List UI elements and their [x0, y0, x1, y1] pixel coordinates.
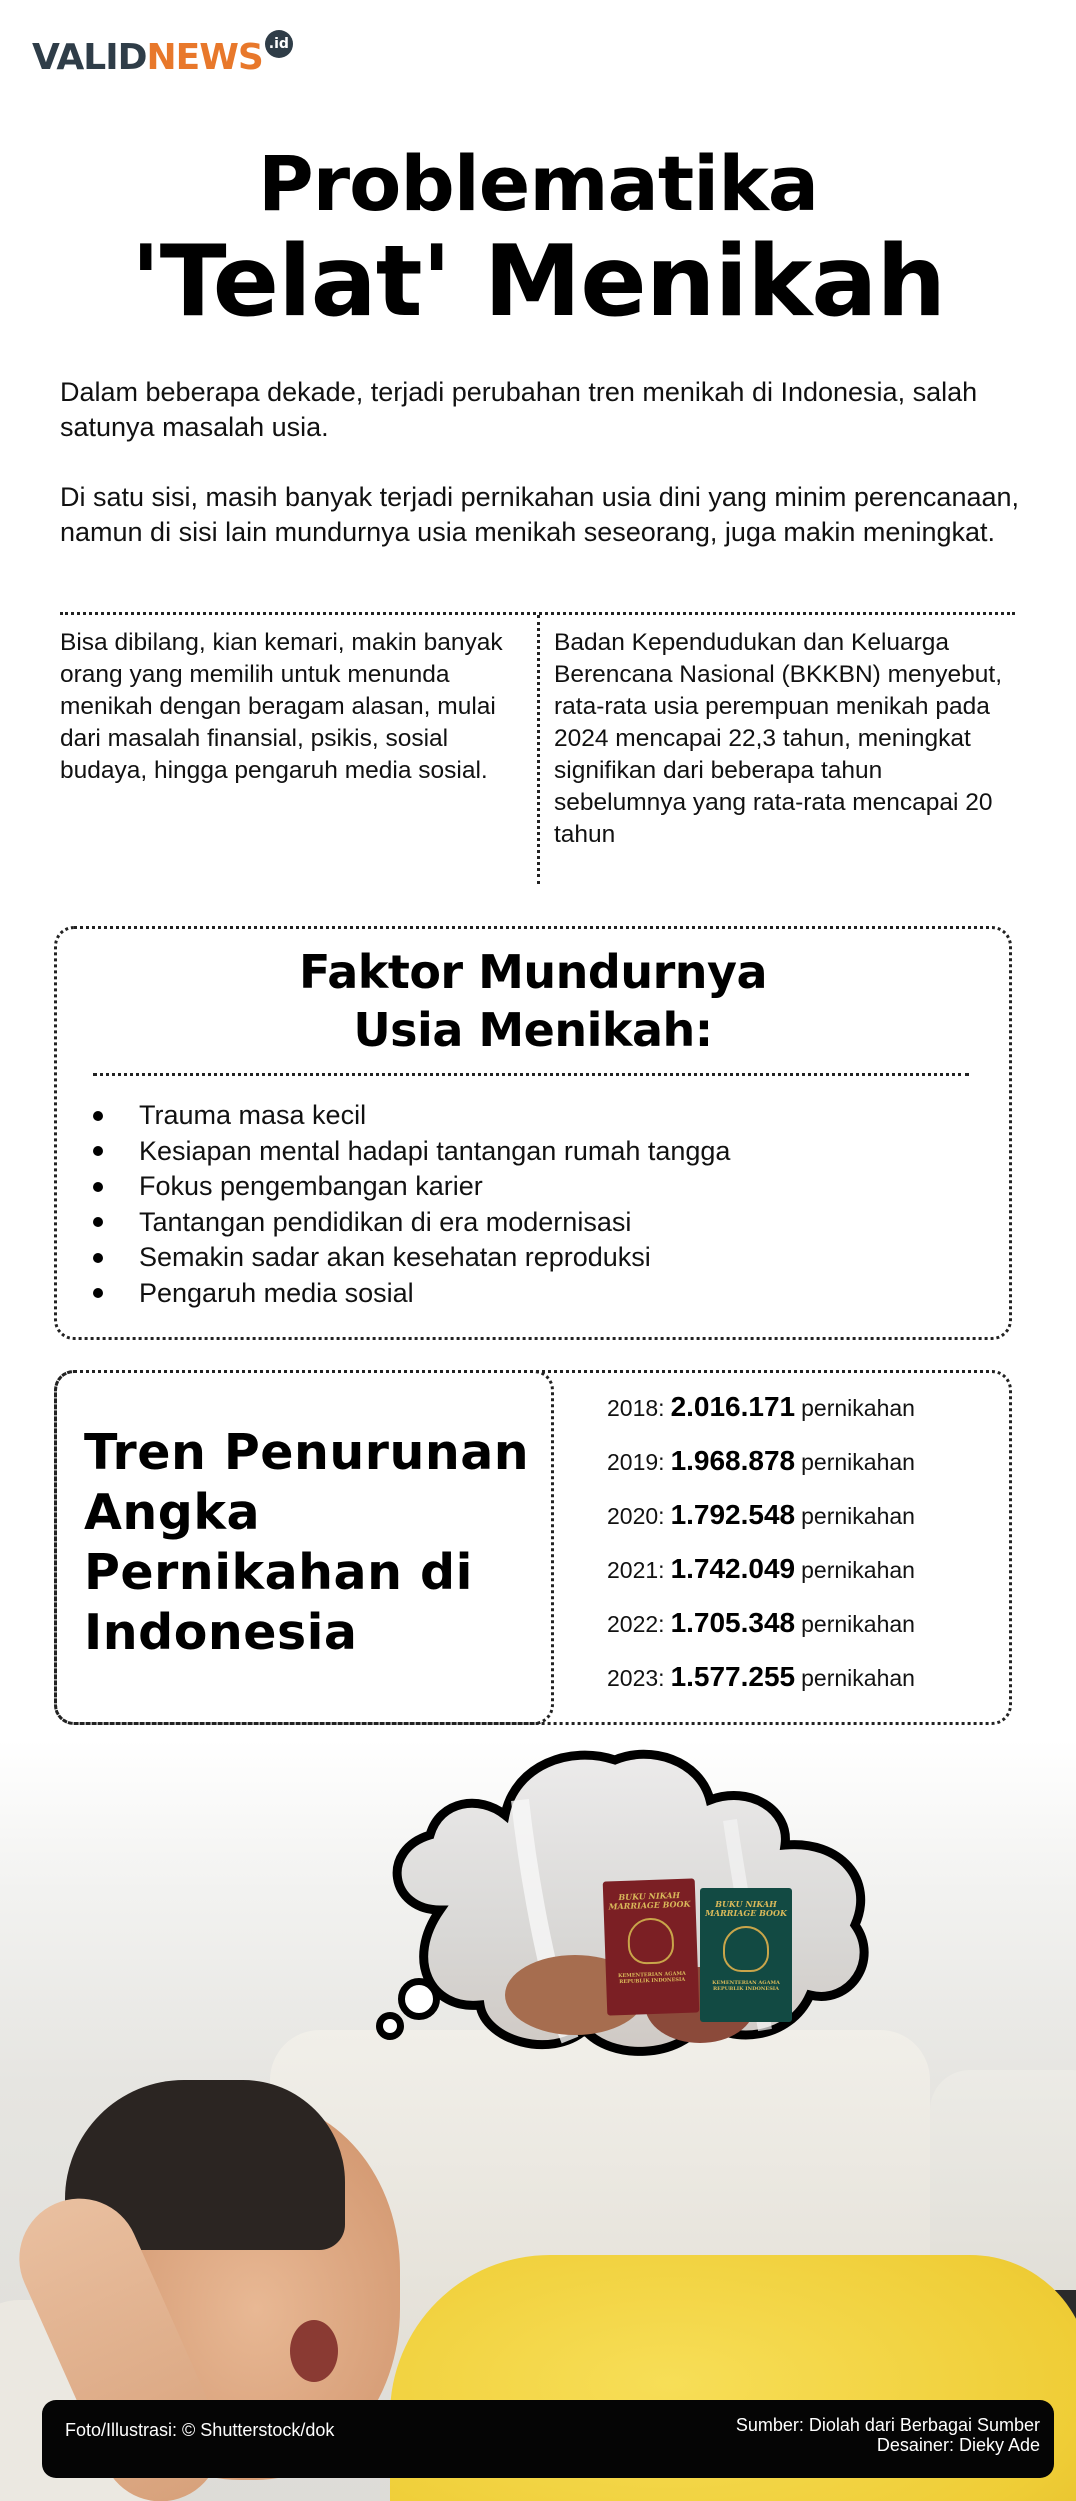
- trend-year: 2023:: [607, 1665, 665, 1691]
- factor-label: Semakin sadar akan kesehatan reproduksi: [139, 1242, 651, 1272]
- photo-credit: Foto/Illustrasi: © Shutterstock/dok: [65, 2420, 335, 2440]
- factors-list: [57, 1098, 1009, 1311]
- book-subtitle: MARRIAGE BOOK: [705, 1908, 787, 1918]
- trend-value: 1.705.348: [670, 1607, 796, 1638]
- trend-value: 1.742.049: [670, 1553, 796, 1584]
- trend-year: 2020:: [607, 1503, 665, 1529]
- factor-label: Fokus pengembangan karier: [139, 1171, 483, 1201]
- intro-text: [60, 375, 1030, 550]
- factor-item: [93, 1169, 1009, 1205]
- trend-row: [607, 1445, 915, 1499]
- trend-row: [607, 1499, 915, 1553]
- two-column-section: [60, 612, 1015, 884]
- sleeping-man-illustration: [0, 1740, 1076, 2501]
- trend-year: 2021:: [607, 1557, 665, 1583]
- title-line-1: Problematika: [257, 139, 819, 228]
- factors-heading: [57, 943, 1009, 1059]
- bullet-icon: [93, 1253, 103, 1263]
- trend-value: 2.016.171: [670, 1391, 796, 1422]
- trend-heading-box: [54, 1370, 554, 1725]
- marriage-book-red: [603, 1878, 700, 2015]
- factor-item: [93, 1098, 1009, 1134]
- marriage-book-green: [700, 1888, 792, 2022]
- trend-year: 2022:: [607, 1611, 665, 1637]
- book-footer: KEMENTERIAN AGAMA REPUBLIK INDONESIA: [618, 1970, 686, 1986]
- trend-year: 2019:: [607, 1449, 665, 1475]
- trend-value: 1.577.255: [670, 1661, 796, 1692]
- bullet-icon: [93, 1146, 103, 1156]
- factors-heading-line-2: Usia Menikah:: [353, 1003, 713, 1057]
- trend-unit: pernikahan: [801, 1449, 915, 1475]
- factor-label: Tantangan pendidikan di era modernisasi: [139, 1206, 632, 1237]
- bullet-icon: [93, 1182, 103, 1192]
- trend-heading-line: Angka: [84, 1484, 261, 1541]
- trend-row: [607, 1553, 915, 1607]
- trend-value: 1.792.548: [670, 1499, 796, 1530]
- factor-item: [93, 1134, 1009, 1170]
- column-right-text: Badan Kependudukan dan Keluarga Berencana Nasional (BKKBN) menyebut, rata-rata usia perempuan menikah pada 2024 mencapai 22,3 tahun, meningkat signifikan dari beberapa tahun sebelumnya yang rata-rata mencapai 20 tahun: [537, 615, 1015, 884]
- book-title: BUKU NIKAH: [715, 1899, 777, 1909]
- logo-text-news: NEWS: [146, 37, 263, 78]
- trend-unit: pernikahan: [801, 1503, 915, 1529]
- thought-cloud: [370, 1740, 910, 2100]
- garuda-emblem-icon: [723, 1926, 769, 1972]
- trend-heading: [84, 1423, 529, 1663]
- column-left-text: Bisa dibilang, kian kemari, makin banyak orang yang memilih untuk menunda menikah dengan beragam alasan, mulai dari masalah finansial, psikis, sosial budaya, hingga pengaruh media sosial.: [60, 629, 503, 784]
- factors-heading-line-1: Faktor Mundurnya: [298, 945, 768, 999]
- trend-stats-list: [607, 1391, 915, 1715]
- trend-row: [607, 1391, 915, 1445]
- trend-unit: pernikahan: [801, 1665, 915, 1691]
- trend-unit: pernikahan: [801, 1395, 915, 1421]
- factor-item: [93, 1276, 1009, 1312]
- footer-source-info: [736, 2415, 1040, 2455]
- book-subtitle: MARRIAGE BOOK: [608, 1898, 691, 1912]
- trend-heading-line: Indonesia: [84, 1604, 358, 1661]
- trend-year: 2018:: [607, 1395, 665, 1421]
- intro-paragraph-1: Dalam beberapa dekade, terjadi perubahan tren menikah di Indonesia, salah satunya masalah usia.: [60, 377, 978, 442]
- designer-text: Desainer: Dieky Ade: [876, 2435, 1040, 2455]
- book-footer: KEMENTERIAN AGAMA REPUBLIK INDONESIA: [712, 1980, 780, 1992]
- trend-heading-line: Tren Penurunan: [84, 1424, 530, 1481]
- trend-unit: pernikahan: [801, 1557, 915, 1583]
- factors-divider: [93, 1073, 969, 1076]
- bullet-icon: [93, 1288, 103, 1298]
- trend-row: [607, 1607, 915, 1661]
- factor-item: [93, 1205, 1009, 1241]
- factor-label: Kesiapan mental hadapi tantangan rumah tangga: [139, 1135, 731, 1166]
- factor-label: Pengaruh media sosial: [139, 1277, 414, 1308]
- factor-item: [93, 1240, 1009, 1276]
- bullet-icon: [93, 1111, 103, 1121]
- factors-box: [54, 926, 1012, 1340]
- credits-footer: [42, 2400, 1054, 2478]
- trend-heading-line: Pernikahan di: [84, 1544, 473, 1601]
- trend-row: [607, 1661, 915, 1715]
- trend-unit: pernikahan: [801, 1611, 915, 1637]
- intro-paragraph-2: Di satu sisi, masih banyak terjadi pernikahan usia dini yang minim perencanaan, namun di sisi lain mundurnya usia menikah seseorang, juga makin meningkat.: [60, 482, 1020, 547]
- trend-box: [54, 1370, 1012, 1725]
- logo-id-badge: .id: [265, 30, 293, 58]
- factor-label: Trauma masa kecil: [139, 1100, 367, 1130]
- title-line-2: 'Telat' Menikah: [130, 225, 946, 339]
- validnews-logo: [32, 30, 293, 76]
- open-mouth: [290, 2320, 338, 2382]
- book-title: BUKU NIKAH: [618, 1889, 681, 1903]
- page-title: [0, 139, 1076, 339]
- source-text: Sumber: Diolah dari Berbagai Sumber: [735, 2415, 1040, 2435]
- garuda-emblem-icon: [627, 1917, 675, 1965]
- trend-value: 1.968.878: [670, 1445, 796, 1476]
- bullet-icon: [93, 1217, 103, 1227]
- logo-text-valid: VALID: [32, 37, 147, 78]
